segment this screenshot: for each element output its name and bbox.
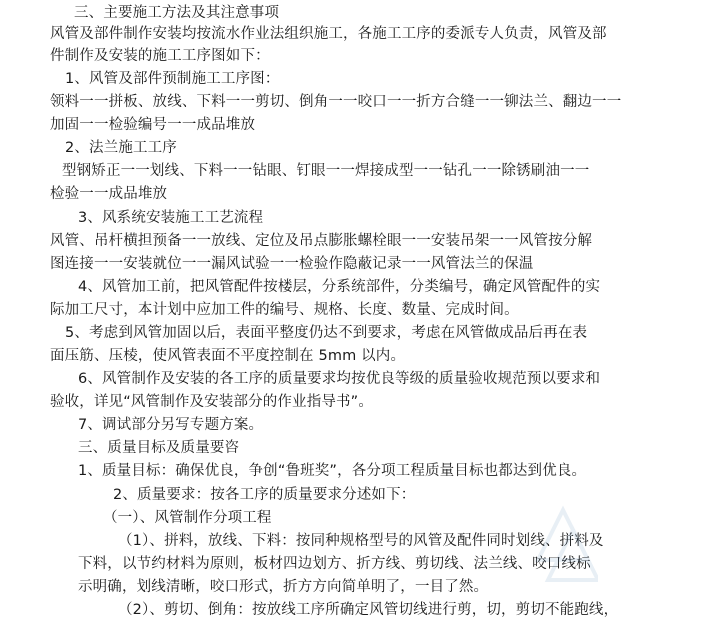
paragraph-line: 际加工尺寸，本计划中应加工件的编号、规格、长度、数量、完成时间。 — [50, 302, 519, 318]
watermark-logo — [528, 500, 598, 590]
paragraph-line: 检验一一成品堆放 — [50, 186, 168, 202]
paragraph-line: 下料，以节约材料为原则，板材四边划方、折方线、剪切线、法兰线、咬口线标 — [78, 556, 591, 572]
paragraph-line: 示明确，划线清晰，咬口形式，折方方向简单明了，一目了然。 — [78, 579, 489, 595]
paragraph-line: 面压筋、压棱，使风管表面不平度控制在 5mm 以内。 — [50, 348, 406, 364]
paragraph-line: 加固一一检验编号一一成品堆放 — [50, 117, 256, 133]
paragraph-line: 图连接一一安装就位一一漏风试验一一检验作隐蔽记录一一风管法兰的保温 — [50, 256, 534, 272]
paragraph-line: 验收，详见“风管制作及安装部分的作业指导书”。 — [50, 394, 373, 410]
paragraph-line: 4、风管加工前，把风管配件按楼层，分系统部件，分类编号，确定风管配件的实 — [78, 279, 601, 295]
paragraph-line: 件制作及安装的施工工序图如下： — [50, 48, 270, 64]
paragraph-line: 风管、吊杆横担预备一一放线、定位及吊点膨胀螺栓眼一一安装吊架一一风管按分解 — [50, 233, 593, 249]
paragraph-line: （2）、剪切、倒角：按放线工序所确定风管切线进行剪，切，剪切不能跑线， — [118, 602, 619, 618]
paragraph-line: （1）、拼料，放线、下料：按同种规格型号的风管及配件同时划线、拼料及 — [118, 533, 604, 549]
section-heading-construction-methods: 三、主要施工方法及其注意事项 — [74, 5, 280, 21]
paragraph-line: 2、质量要求：按各工序的质量要求分述如下： — [113, 487, 416, 503]
paragraph-line: 领料一一拼板、放线、下料一一剪切、倒角一一咬口一一折方合缝一一铆法兰、翻边一一 — [50, 94, 622, 110]
paragraph-line: 型钢矫正一一划线、下料一一钻眼、钉眼一一焊接成型一一钻孔一一除锈刷油一一 — [62, 163, 590, 179]
subheading-prefab-process: 1、风管及部件预制施工工序图： — [65, 71, 280, 87]
subheading-flange-process: 2、法兰施工工序 — [65, 140, 177, 156]
section-heading-quality: 三、质量目标及质量要咨 — [78, 440, 240, 456]
subheading-duct-fabrication: （一）、风管制作分项工程 — [103, 510, 272, 526]
paragraph-line: 1、质量目标：确保优良，争创“鲁班奖”，各分项工程质量目标也都达到优良。 — [78, 463, 587, 479]
paragraph-line: 6、风管制作及安装的各工序的质量要求均按优良等级的质量验收规范预以要求和 — [78, 371, 601, 387]
paragraph-line: 5、考虑到风管加固以后，表面平整度仍达不到要求，考虑在风管做成品后再在表 — [65, 325, 588, 341]
paragraph-line: 风管及部件制作安装均按流水作业法组织施工，各施工工序的委派专人负责，风管及部 — [50, 26, 607, 42]
subheading-installation-flow: 3、风系统安装施工工艺流程 — [78, 210, 264, 226]
paragraph-line: 7、调试部分另写专题方案。 — [78, 417, 264, 433]
